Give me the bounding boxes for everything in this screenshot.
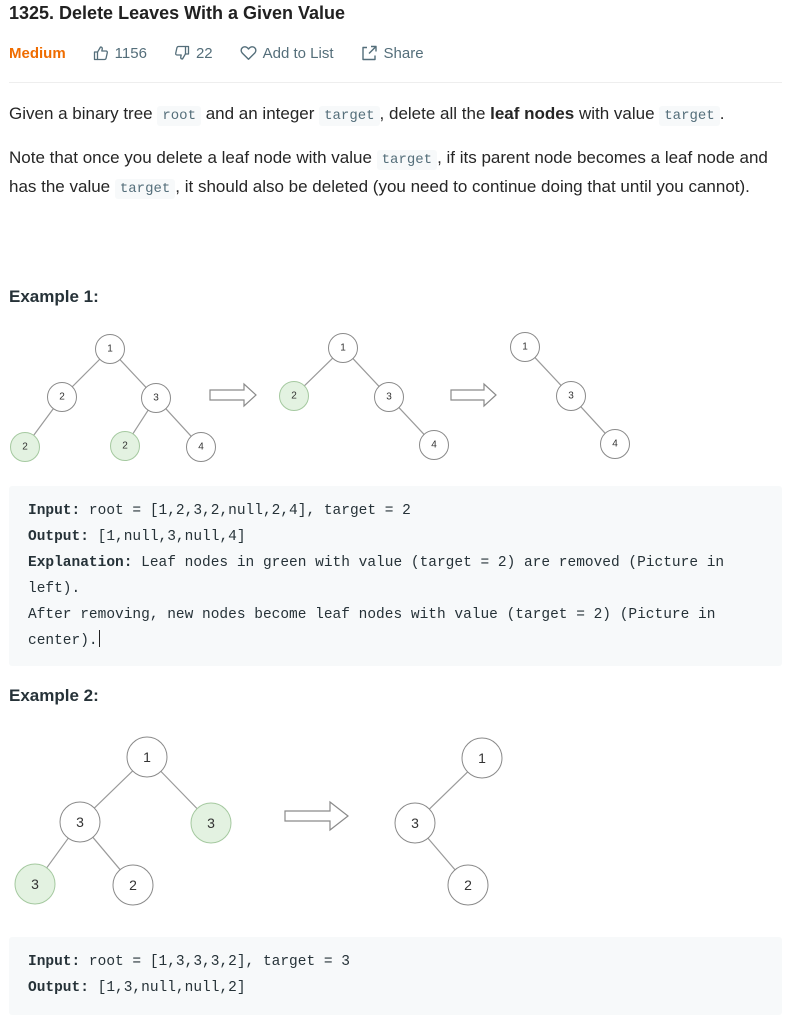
like-button[interactable] — [93, 45, 147, 62]
tree-node-removed — [111, 432, 140, 461]
thumbs-up-icon — [93, 45, 109, 61]
example-1-diagram — [0, 320, 793, 470]
tree-edge — [535, 358, 561, 386]
tree-edge — [93, 837, 120, 869]
code-text: left). — [28, 581, 81, 597]
tree-node-value: 3 — [207, 815, 215, 831]
tree-node — [142, 384, 171, 413]
tree-node-value: 1 — [478, 750, 486, 766]
code-text: center). — [28, 633, 98, 649]
tree-node-value: 2 — [122, 440, 128, 452]
tree-node-value: 2 — [129, 877, 137, 893]
code-text: root = [1,2,3,2,null,2,4], target = 2 — [80, 503, 411, 519]
tree-node-value: 2 — [59, 391, 65, 403]
problem-meta-bar — [9, 42, 451, 64]
tree-edge — [47, 838, 69, 868]
inline-code: target — [659, 106, 719, 126]
share-button[interactable] — [361, 45, 424, 62]
tree-node — [329, 334, 358, 363]
tree-node — [557, 382, 586, 411]
code-line — [28, 550, 763, 576]
example-1-title: Example 1: — [9, 287, 99, 306]
tree-edge — [399, 408, 424, 435]
tree-edge — [34, 409, 54, 436]
tree-node — [48, 383, 77, 412]
code-line — [28, 949, 763, 975]
inline-code: root — [157, 106, 201, 126]
tree-node-value: 1 — [107, 343, 113, 355]
tree-node — [127, 737, 167, 777]
tree-node-value: 3 — [386, 391, 392, 403]
tree-node-value: 3 — [568, 390, 574, 402]
description-paragraph-1: Given a binary tree root and an integer target , delete all the leaf nodes with value target . — [9, 104, 725, 124]
tree-node — [601, 430, 630, 459]
tree-node-value: 2 — [291, 390, 297, 402]
share-icon — [361, 45, 378, 61]
dislike-count: 22 — [195, 44, 213, 62]
example-1-code-block — [9, 486, 782, 666]
tree-edge — [428, 838, 455, 870]
example-1-tree-before — [11, 335, 216, 462]
code-text: Leaf nodes in green with value (target = 2) are removed (Picture in — [132, 555, 725, 571]
thumbs-down-icon — [174, 45, 190, 61]
tree-edge — [353, 359, 379, 387]
right-arrow-icon — [285, 802, 348, 830]
example-1-tree-after — [511, 333, 630, 459]
tree-node-value: 3 — [411, 815, 419, 831]
code-keyword: Output: — [28, 529, 89, 545]
code-line — [28, 498, 763, 524]
tree-node-removed — [280, 382, 309, 411]
add-to-list-button[interactable] — [240, 45, 334, 62]
tree-node-value: 1 — [340, 342, 346, 354]
code-keyword: Input: — [28, 503, 81, 519]
code-text: [1,3,null,null,2] — [88, 980, 246, 996]
tree-edge — [133, 410, 148, 434]
tree-edge — [72, 359, 99, 386]
dislike-button[interactable] — [174, 45, 213, 62]
heart-icon — [240, 45, 257, 61]
tree-node-value: 4 — [431, 439, 437, 451]
tree-node — [448, 865, 488, 905]
tree-node — [113, 865, 153, 905]
tree-edge — [161, 771, 197, 808]
tree-node-value: 3 — [153, 392, 159, 404]
tree-node — [395, 803, 435, 843]
code-line — [28, 602, 763, 628]
tree-node — [511, 333, 540, 362]
tree-node-value: 1 — [143, 749, 151, 765]
tree-node — [462, 738, 502, 778]
like-count: 1156 — [114, 44, 147, 62]
example-2-diagram — [0, 725, 793, 925]
inline-code: target — [377, 150, 437, 170]
code-text: [1,null,3,null,4] — [88, 529, 246, 545]
tree-node-removed — [11, 433, 40, 462]
tree-node — [375, 383, 404, 412]
tree-edge — [304, 358, 332, 386]
tree-edge — [166, 409, 191, 437]
right-arrow-icon — [451, 384, 496, 406]
tree-edge — [94, 771, 132, 808]
example-2-code-block — [9, 937, 782, 1015]
tree-node — [420, 431, 449, 460]
code-keyword: Output: — [28, 980, 89, 996]
right-arrow-icon — [210, 384, 256, 406]
code-keyword: Input: — [28, 954, 81, 970]
problem-title: 1325. Delete Leaves With a Given Value — [9, 3, 346, 23]
code-text: After removing, new nodes become leaf nodes with value (target = 2) (Picture in — [28, 607, 716, 623]
tree-edge — [429, 772, 467, 809]
code-keyword: Explanation: — [28, 555, 133, 571]
example-2-tree-before — [15, 737, 231, 905]
tree-node — [60, 802, 100, 842]
tree-edge — [581, 407, 605, 434]
description-paragraph-2: Note that once you delete a leaf node with value target , if its parent node becomes a leaf node and has the value target , it should also be deleted (you need to continue doing that until you cannot). — [9, 148, 768, 197]
tree-node-value: 3 — [76, 814, 84, 830]
example-2-tree-after — [395, 738, 502, 905]
tree-node-removed — [191, 803, 231, 843]
example-1-tree-middle — [280, 334, 449, 460]
code-line — [28, 576, 763, 602]
tree-node — [187, 433, 216, 462]
header-divider — [9, 82, 782, 83]
share-label: Share — [383, 44, 424, 62]
tree-node-value: 2 — [22, 441, 28, 453]
tree-node — [96, 335, 125, 364]
code-line — [28, 524, 763, 550]
tree-node-value: 2 — [464, 877, 472, 893]
inline-code: target — [319, 106, 379, 126]
code-line — [28, 628, 763, 654]
tree-node-value: 3 — [31, 876, 39, 892]
tree-node-value: 1 — [522, 341, 528, 353]
tree-node-removed — [15, 864, 55, 904]
tree-edge — [120, 360, 146, 388]
difficulty-badge: Medium — [9, 44, 66, 62]
tree-node-value: 4 — [612, 438, 618, 450]
text-cursor — [99, 630, 100, 647]
bold-text: leaf nodes — [490, 104, 575, 123]
example-2-title: Example 2: — [9, 686, 99, 705]
code-line — [28, 975, 763, 1001]
code-text: root = [1,3,3,3,2], target = 3 — [80, 954, 350, 970]
tree-node-value: 4 — [198, 441, 204, 453]
add-to-list-label: Add to List — [262, 44, 334, 62]
inline-code: target — [115, 179, 175, 199]
